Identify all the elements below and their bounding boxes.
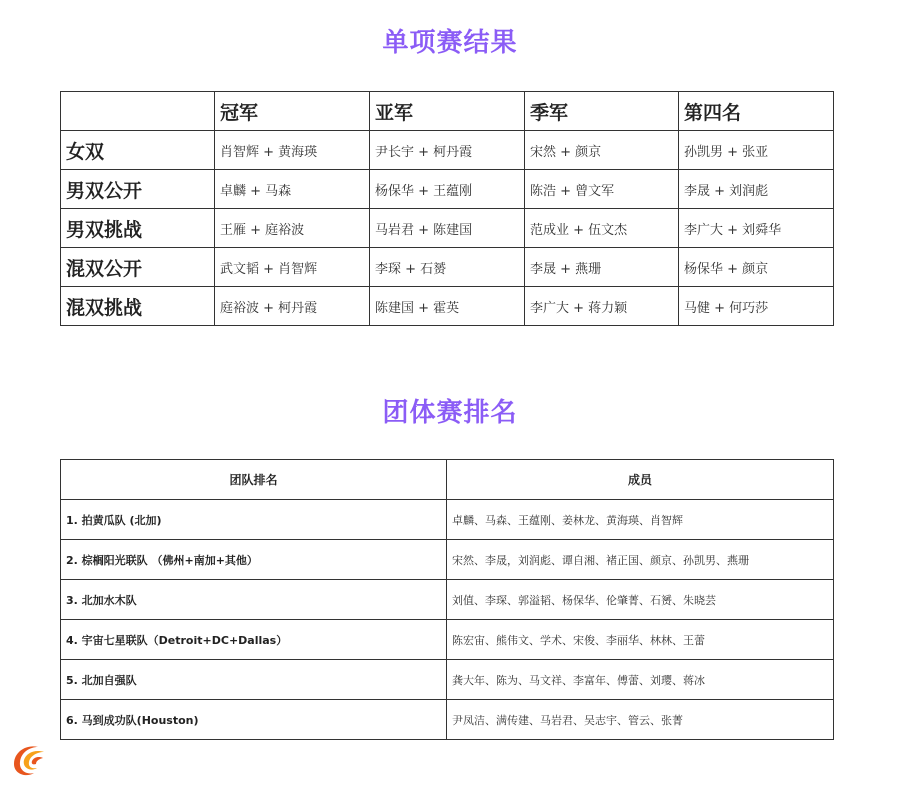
individual-results-title: 单项赛结果	[382, 28, 518, 58]
team-name: 3. 北加水木队	[61, 580, 447, 620]
table-cell: 肖智辉 + 黄海瑛	[215, 131, 370, 170]
team-members: 陈宏宙、熊伟文、学术、宋俊、李丽华、林林、王蕾	[447, 620, 834, 660]
table-cell: 庭裕波 + 柯丹霞	[215, 287, 370, 326]
table-row	[61, 660, 834, 700]
table-cell: 杨保华 + 王蕴刚	[370, 170, 525, 209]
table-row	[61, 700, 834, 740]
team-header-rank: 团队排名	[61, 460, 447, 500]
individual-results-table	[60, 91, 834, 326]
team-name: 2. 棕榈阳光联队 （佛州+南加+其他）	[61, 540, 447, 580]
table-cell: 尹长宇 + 柯丹霞	[370, 131, 525, 170]
team-members: 宋然、李晟，刘润彪、谭自湘、褚正国、颜京、孙凯男、燕珊	[447, 540, 834, 580]
swirl-logo-icon	[8, 738, 50, 780]
team-header-members: 成员	[447, 460, 834, 500]
table-cell: 李广大 + 刘舜华	[679, 209, 834, 248]
results-header-runner-up: 亚军	[370, 92, 525, 131]
table-cell: 范成业 + 伍文杰	[525, 209, 679, 248]
table-cell: 李晟 + 刘润彪	[679, 170, 834, 209]
team-ranking-title: 团体赛排名	[382, 398, 518, 428]
results-header-fourth: 第四名	[679, 92, 834, 131]
table-cell: 陈建国 + 霍英	[370, 287, 525, 326]
table-cell: 杨保华 + 颜京	[679, 248, 834, 287]
table-cell: 李琛 + 石赟	[370, 248, 525, 287]
table-row	[61, 131, 834, 170]
team-members: 刘值、李琛、郭溢韬、杨保华、伦肇菁、石赟、朱晓芸	[447, 580, 834, 620]
table-row	[61, 540, 834, 580]
table-cell: 卓麟 + 马森	[215, 170, 370, 209]
event-name: 混双公开	[61, 248, 215, 287]
team-members: 卓麟、马森、王蕴刚、姜林龙、黄海瑛、肖智辉	[447, 500, 834, 540]
results-header-row	[61, 92, 834, 131]
team-members: 龚大年、陈为、马文祥、李富年、傅蕾、刘璎、蒋冰	[447, 660, 834, 700]
team-members: 尹凤洁、满传建、马岩君、吴志宇、管云、张菁	[447, 700, 834, 740]
team-header-row	[61, 460, 834, 500]
table-row	[61, 170, 834, 209]
table-row	[61, 620, 834, 660]
table-cell: 陈浩 + 曾文军	[525, 170, 679, 209]
table-row	[61, 580, 834, 620]
table-cell: 王雁 + 庭裕波	[215, 209, 370, 248]
table-cell: 孙凯男 + 张亚	[679, 131, 834, 170]
team-name: 6. 马到成功队(Houston)	[61, 700, 447, 740]
event-name: 混双挑战	[61, 287, 215, 326]
table-row	[61, 209, 834, 248]
results-header-event	[61, 92, 215, 131]
table-row	[61, 287, 834, 326]
table-cell: 李晟 + 燕珊	[525, 248, 679, 287]
table-row	[61, 500, 834, 540]
table-cell: 宋然 + 颜京	[525, 131, 679, 170]
results-header-third: 季军	[525, 92, 679, 131]
table-cell: 马健 + 何巧莎	[679, 287, 834, 326]
team-name: 5. 北加自强队	[61, 660, 447, 700]
results-header-champion: 冠军	[215, 92, 370, 131]
event-name: 女双	[61, 131, 215, 170]
team-ranking-table	[60, 459, 834, 740]
table-cell: 武文韬 + 肖智辉	[215, 248, 370, 287]
table-row	[61, 248, 834, 287]
table-cell: 马岩君 + 陈建国	[370, 209, 525, 248]
team-name: 1. 拍黄瓜队 (北加)	[61, 500, 447, 540]
event-name: 男双公开	[61, 170, 215, 209]
table-cell: 李广大 + 蒋力颖	[525, 287, 679, 326]
event-name: 男双挑战	[61, 209, 215, 248]
team-name: 4. 宇宙七星联队（Detroit+DC+Dallas）	[61, 620, 447, 660]
